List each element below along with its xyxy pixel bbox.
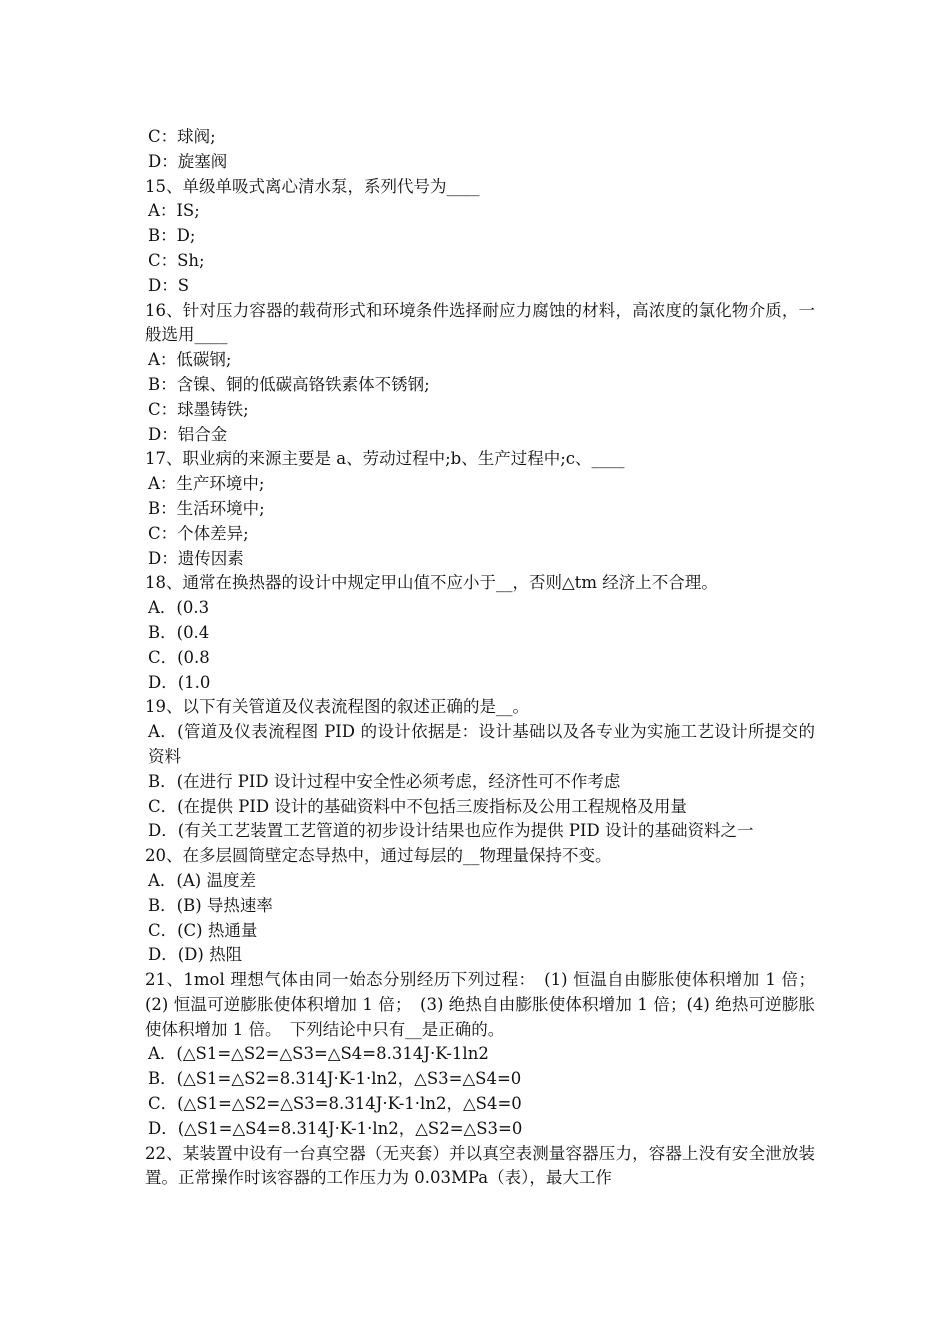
answer-option: A．(管道及仪表流程图 PID 的设计依据是：设计基础以及各专业为实施工艺设计所提交的资料 [148,722,815,766]
answer-option: A．(0.3 [148,598,210,618]
question-text: 20、在多层圆筒壁定态导热中，通过每层的__物理量保持不变。 [145,846,612,866]
question-text: 16、针对压力容器的载荷形式和环境条件选择耐应力腐蚀的材料，高浓度的氯化物介质，一般选用____ [145,300,815,345]
document-page [145,125,815,1191]
answer-option: D．(D) 热阻 [148,945,243,965]
answer-option: B．(B) 导热速率 [148,895,273,915]
answer-option: C：个体差异; [148,523,249,543]
answer-option: C．(0.8 [148,647,210,667]
question-text: 22、某装置中设有一台真空器（无夹套）并以真空表测量容器压力，容器上没有安全泄放装置。正常操作时该容器的工作压力为 0.03MPa（表），最大工作 [145,1143,815,1188]
answer-option: C：球阀; [148,127,216,146]
answer-option: A：生产环境中; [148,474,265,494]
answer-option: B．(在进行 PID 设计过程中安全性必须考虑，经济性可不作考虑 [148,771,621,791]
answer-option: C：Sh; [148,250,205,270]
answer-option: C．(△S1=△S2=△S3=8.314J·K-1·ln2，△S4=0 [148,1094,522,1114]
answer-option: A：IS; [148,201,200,221]
answer-option: C．(在提供 PID 设计的基础资料中不包括三废指标及公用工程规格及用量 [148,796,687,816]
answer-option: B．(0.4 [148,622,210,642]
answer-option: D：遗传因素 [148,548,244,568]
answer-option: D：S [148,275,190,295]
answer-option: B：含镍、铜的低碳高铬铁素体不锈钢; [148,374,430,394]
answer-option: D．(△S1=△S4=8.314J·K-1·ln2，△S2=△S3=0 [148,1118,523,1138]
answer-option: D．(有关工艺装置工艺管道的初步设计结果也应作为提供 PID 设计的基础资料之一 [148,821,754,841]
answer-option: B：D; [148,226,196,246]
answer-option: D．(1.0 [148,672,211,692]
question-text: 17、职业病的来源主要是 a、劳动过程中;b、生产过程中;c、____ [145,449,625,469]
answer-option: A．(△S1=△S2=△S3=△S4=8.314J·K-1ln2 [148,1044,489,1064]
answer-option: D：旋塞阀 [148,151,228,171]
answer-option: B．(△S1=△S2=8.314J·K-1·ln2，△S3=△S4=0 [148,1069,522,1089]
question-text: 19、以下有关管道及仪表流程图的叙述正确的是__。 [145,697,529,717]
answer-option: A．(A) 温度差 [148,870,256,890]
answer-option: C：球墨铸铁; [148,399,249,419]
answer-option: C．(C) 热通量 [148,920,258,940]
question-text: 18、通常在换热器的设计中规定甲山值不应小于__，否则△tm 经济上不合理。 [145,573,718,593]
question-text: 21、1mol 理想气体由同一始态分别经历下列过程： (1) 恒温自由膨胀使体积增加 1 倍；(2) 恒温可逆膨胀使体积增加 1 倍； (3) 绝热自由膨胀使体积增加 1 倍；(4) 绝热可逆膨胀使体积增加 1 倍。 下列结论中只有__是正确的。 [145,970,815,1039]
question-text: 15、单级单吸式离心清水泵，系列代号为____ [145,176,480,196]
answer-option: B：生活环境中; [148,498,265,518]
answer-option: A：低碳钢; [148,350,232,370]
answer-option: D：铝合金 [148,424,228,444]
